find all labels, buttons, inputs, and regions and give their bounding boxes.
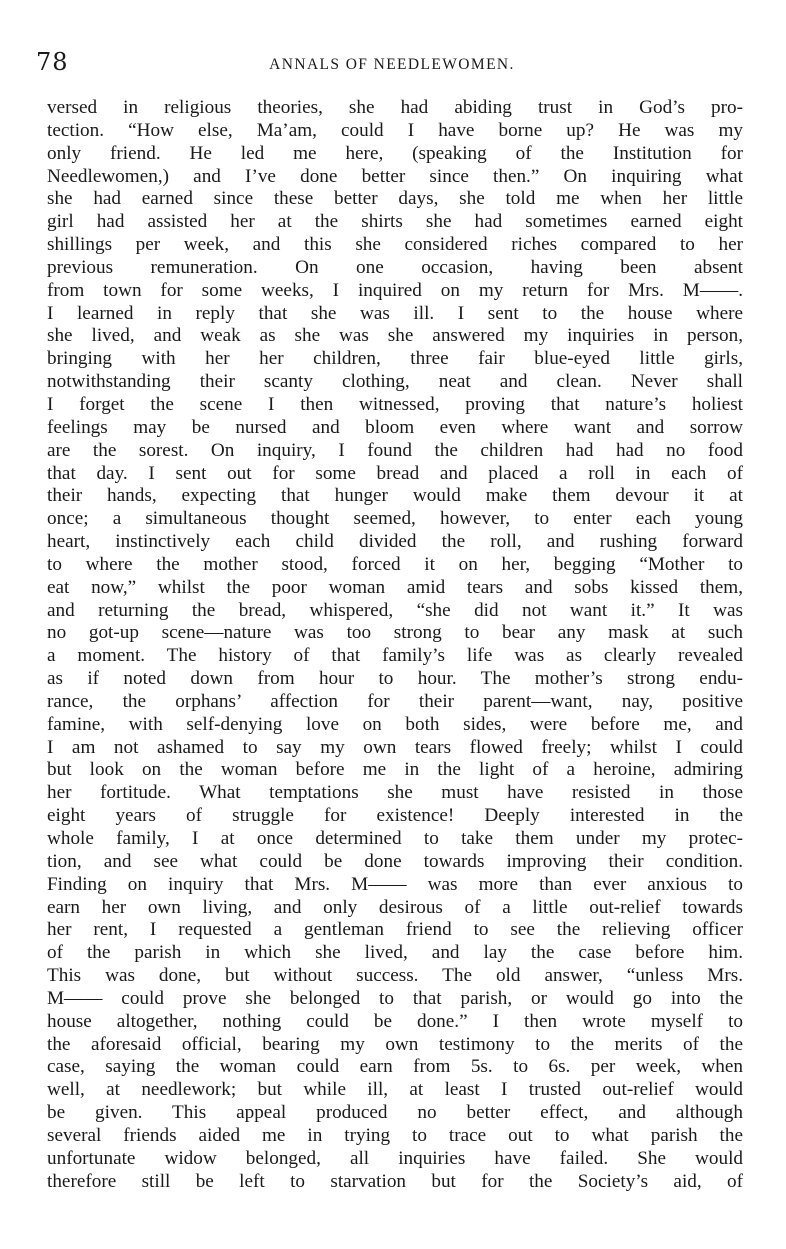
text-line: M—— could prove she belonged to that parish, or would go into the bbox=[47, 987, 743, 1009]
text-line: from town for some weeks, I inquired on my return for Mrs. M——. bbox=[47, 279, 743, 301]
text-line: This was done, but without success. The old answer, “unless Mrs. bbox=[47, 965, 743, 987]
text-line: their hands, expecting that hunger would make them devour it at bbox=[47, 485, 743, 507]
text-line: once; a simultaneous thought seemed, however, to enter each young bbox=[47, 508, 743, 530]
text-line: heart, instinctively each child divided the roll, and rushing forward bbox=[47, 531, 743, 553]
text-line: earn her own living, and only desirous of a little out-relief towards bbox=[47, 896, 743, 918]
text-line: unfortunate widow belonged, all inquiries have failed. She would bbox=[47, 1147, 743, 1169]
text-line: well, at needlework; but while ill, at least I trusted out-relief would bbox=[47, 1079, 743, 1101]
page-header bbox=[36, 48, 748, 78]
text-line: the aforesaid official, bearing my own testimony to the merits of the bbox=[47, 1033, 743, 1055]
text-line: I forget the scene I then witnessed, proving that nature’s holiest bbox=[47, 393, 743, 415]
running-title: ANNALS OF NEEDLEWOMEN. bbox=[269, 56, 515, 73]
body-text bbox=[47, 97, 743, 1194]
text-line: Needlewomen,) and I’ve done better since then.” On inquiring what bbox=[47, 165, 743, 187]
text-line: bringing with her her children, three fair blue-eyed little girls, bbox=[47, 348, 743, 370]
text-line: and returning the bread, whispered, “she did not want it.” It was bbox=[47, 599, 743, 621]
text-line: her rent, I requested a gentleman friend to see the relieving officer bbox=[47, 919, 743, 941]
text-line: are the sorest. On inquiry, I found the children had had no food bbox=[47, 439, 743, 461]
text-line: eat now,” whilst the poor woman amid tears and sobs kissed them, bbox=[47, 576, 743, 598]
text-line: to where the mother stood, forced it on her, begging “Mother to bbox=[47, 553, 743, 575]
text-line: case, saying the woman could earn from 5s. to 6s. per week, when bbox=[47, 1056, 743, 1078]
text-line: famine, with self-denying love on both sides, were before me, and bbox=[47, 713, 743, 735]
text-line: shillings per week, and this she considered riches compared to her bbox=[47, 234, 743, 256]
text-line: tion, and see what could be done towards improving their condition. bbox=[47, 850, 743, 872]
text-line: I learned in reply that she was ill. I sent to the house where bbox=[47, 302, 743, 324]
text-line: whole family, I at once determined to take them under my protec- bbox=[47, 828, 743, 849]
text-line: no got-up scene—nature was too strong to bear any mask at such bbox=[47, 622, 743, 644]
text-line: girl had assisted her at the shirts she had sometimes earned eight bbox=[47, 211, 743, 233]
text-line: tection. “How else, Ma’am, could I have borne up? He was my bbox=[47, 119, 743, 141]
text-line: as if noted down from hour to hour. The mother’s strong endu- bbox=[47, 668, 743, 690]
text-line: several friends aided me in trying to trace out to what parish the bbox=[47, 1124, 743, 1146]
text-line: I am not ashamed to say my own tears flowed freely; whilst I could bbox=[47, 736, 743, 758]
page-number: 78 bbox=[36, 48, 69, 76]
text-line: a moment. The history of that family’s life was as clearly revealed bbox=[47, 645, 743, 667]
text-line: versed in religious theories, she had abiding trust in God’s pro- bbox=[47, 97, 743, 118]
text-line: eight years of struggle for existence! Deeply interested in the bbox=[47, 805, 743, 827]
text-line: she lived, and weak as she was she answered my inquiries in person, bbox=[47, 325, 743, 347]
text-line: feelings may be nursed and bloom even where want and sorrow bbox=[47, 416, 743, 438]
text-line: only friend. He led me here, (speaking of the Institution for bbox=[47, 142, 743, 164]
text-line: therefore still be left to starvation but for the Society’s aid, of bbox=[47, 1170, 743, 1192]
text-line: that day. I sent out for some bread and placed a roll in each of bbox=[47, 462, 743, 484]
text-line: previous remuneration. On one occasion, having been absent bbox=[47, 256, 743, 278]
text-line: rance, the orphans’ affection for their parent—want, nay, positive bbox=[47, 690, 743, 712]
text-line: her fortitude. What temptations she must have resisted in those bbox=[47, 782, 743, 804]
text-line: Finding on inquiry that Mrs. M—— was more than ever anxious to bbox=[47, 873, 743, 895]
text-line: she had earned since these better days, she told me when her little bbox=[47, 188, 743, 210]
text-line: be given. This appeal produced no better effect, and although bbox=[47, 1102, 743, 1124]
text-line: of the parish in which she lived, and lay the case before him. bbox=[47, 942, 743, 964]
text-line: notwithstanding their scanty clothing, neat and clean. Never shall bbox=[47, 371, 743, 393]
text-line: house altogether, nothing could be done.” I then wrote myself to bbox=[47, 1010, 743, 1032]
text-line: but look on the woman before me in the light of a heroine, admiring bbox=[47, 759, 743, 781]
